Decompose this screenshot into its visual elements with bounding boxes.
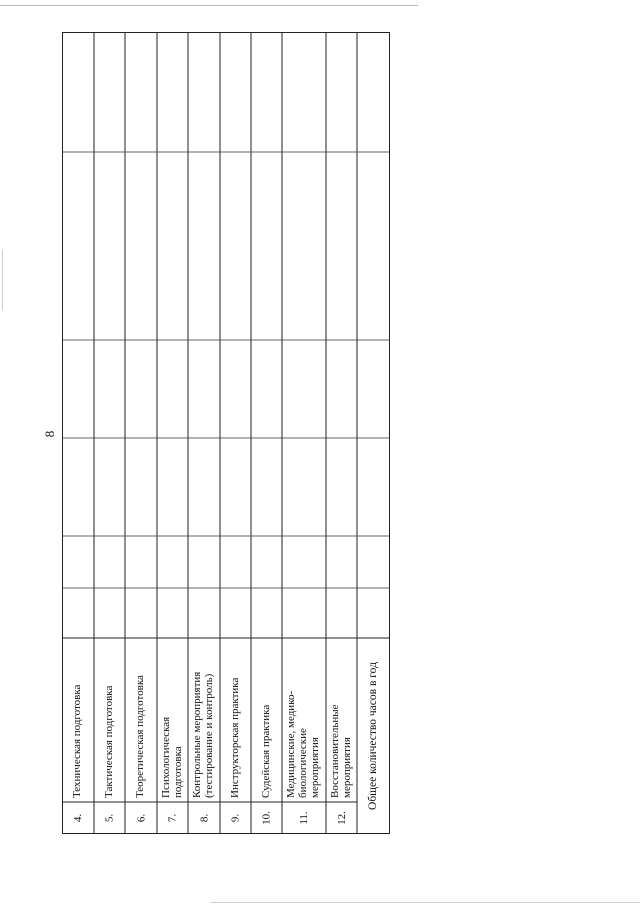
scan-edge-left [2,250,3,310]
row-number: 5. [103,813,116,823]
row-number: 7. [166,813,179,823]
training-plan-table [62,32,390,834]
total-hours-label: Общее количество часов в год [366,662,379,810]
row-number: 8. [198,813,211,823]
row-label: Инструкторская практика [228,677,241,798]
row-number: 9. [229,813,242,823]
scan-edge-bottom [210,902,640,903]
scan-edge-top [0,5,418,6]
row-number: 11. [298,811,310,825]
row-label: Психологическая подготовка [159,716,184,798]
row-number: 12. [336,811,348,825]
row-number: 10. [260,811,273,825]
row-label: Восстановительные мероприятия [328,704,353,798]
row-label: Теоретическая подготовка [134,675,146,798]
row-label: Контрольные мероприятия (тестирование и контроль) [191,671,215,798]
row-label: Тактическая подготовка [102,685,115,798]
row-label: Медицинские, медико- биологические мероприятия [285,690,321,798]
row-label: Техническая подготовка [71,684,83,798]
row-number: 4. [72,813,84,823]
page-number: 8 [42,430,57,438]
row-number: 6. [135,813,148,823]
row-label: Судейская практика [259,704,272,798]
